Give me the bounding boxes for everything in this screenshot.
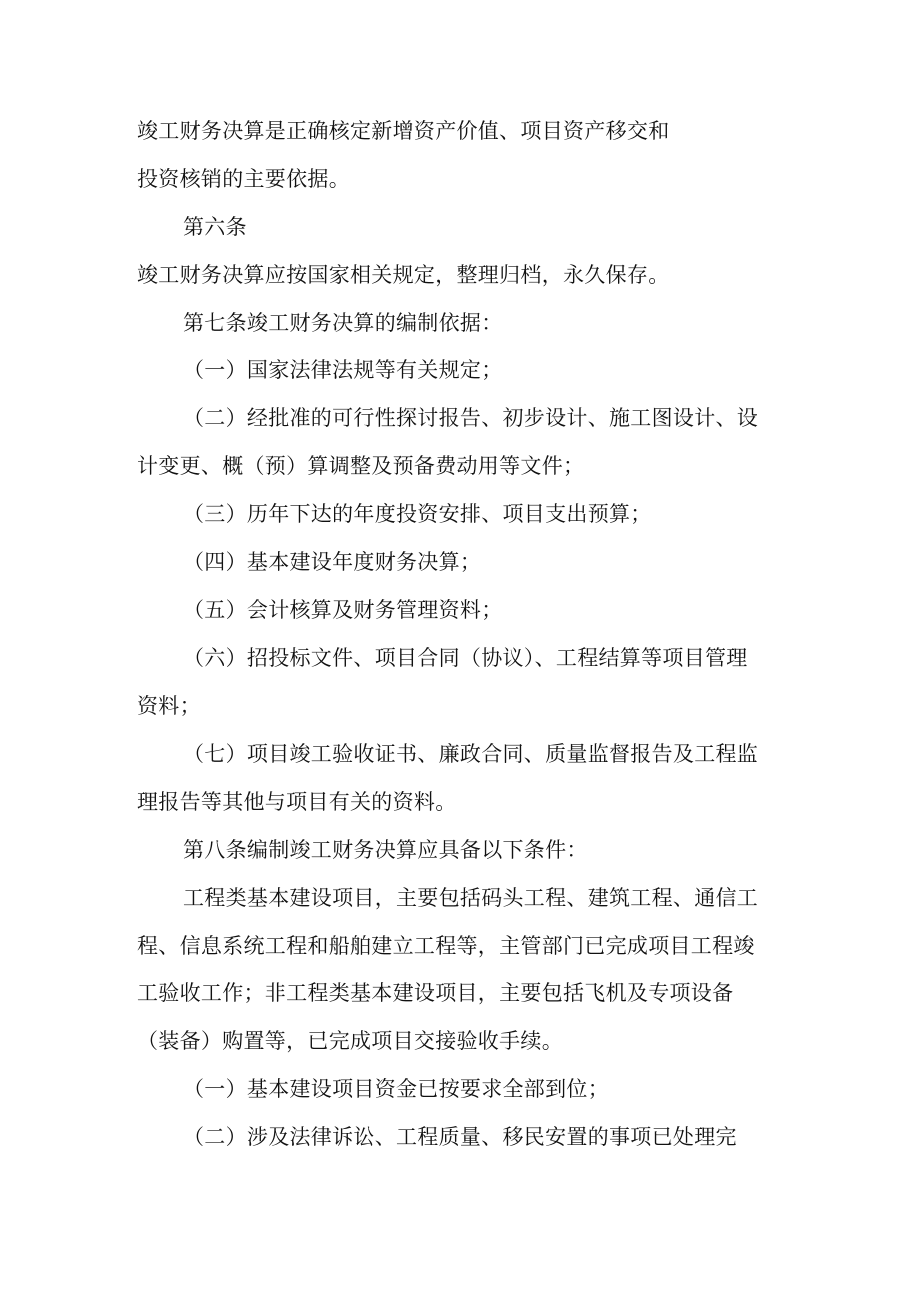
- paragraph-line: 工程类基本建设项目，主要包括码头工程、建筑工程、通信工: [183, 886, 759, 910]
- text-line: 投资核销的主要依据。: [137, 167, 350, 191]
- text-line: 资料；: [137, 694, 201, 718]
- list-item: （三）历年下达的年度投资安排、项目支出预算；: [183, 502, 652, 526]
- text-line: 程、信息系统工程和船舶建立工程等，主管部门已完成项目工程竣: [137, 934, 755, 958]
- article-heading: 第七条竣工财务决算的编制依据：: [183, 311, 503, 335]
- list-item: （四）基本建设年度财务决算；: [183, 550, 482, 574]
- list-item: （七）项目竣工验收证书、廉政合同、质量监督报告及工程监: [183, 742, 759, 766]
- list-item: （二）经批准的可行性探讨报告、初步设计、施工图设计、设: [183, 406, 759, 430]
- text-line: （装备）购置等，已完成项目交接验收手续。: [137, 1029, 563, 1053]
- list-item: （一）国家法律法规等有关规定；: [183, 358, 503, 382]
- text-line: 工验收工作；非工程类基本建设项目，主要包括飞机及专项设备: [137, 981, 734, 1005]
- text-line: 竣工财务决算应按国家相关规定，整理归档，永久保存。: [137, 263, 670, 287]
- text-line: 理报告等其他与项目有关的资料。: [137, 790, 457, 814]
- article-heading: 第八条编制竣工财务决算应具备以下条件：: [183, 838, 588, 862]
- list-item: （二）涉及法律诉讼、工程质量、移民安置的事项已处理完: [183, 1125, 737, 1149]
- text-line: 竣工财务决算是正确核定新增资产价值、项目资产移交和: [137, 119, 670, 143]
- list-item: （六）招投标文件、项目合同（协议）、工程结算等项目管理: [183, 646, 748, 670]
- text-line: 计变更、概（预）算调整及预备费动用等文件；: [137, 454, 585, 478]
- article-heading: 第六条: [183, 215, 247, 239]
- list-item: （一）基本建设项目资金已按要求全部到位；: [183, 1077, 609, 1101]
- list-item: （五）会计核算及财务管理资料；: [183, 598, 503, 622]
